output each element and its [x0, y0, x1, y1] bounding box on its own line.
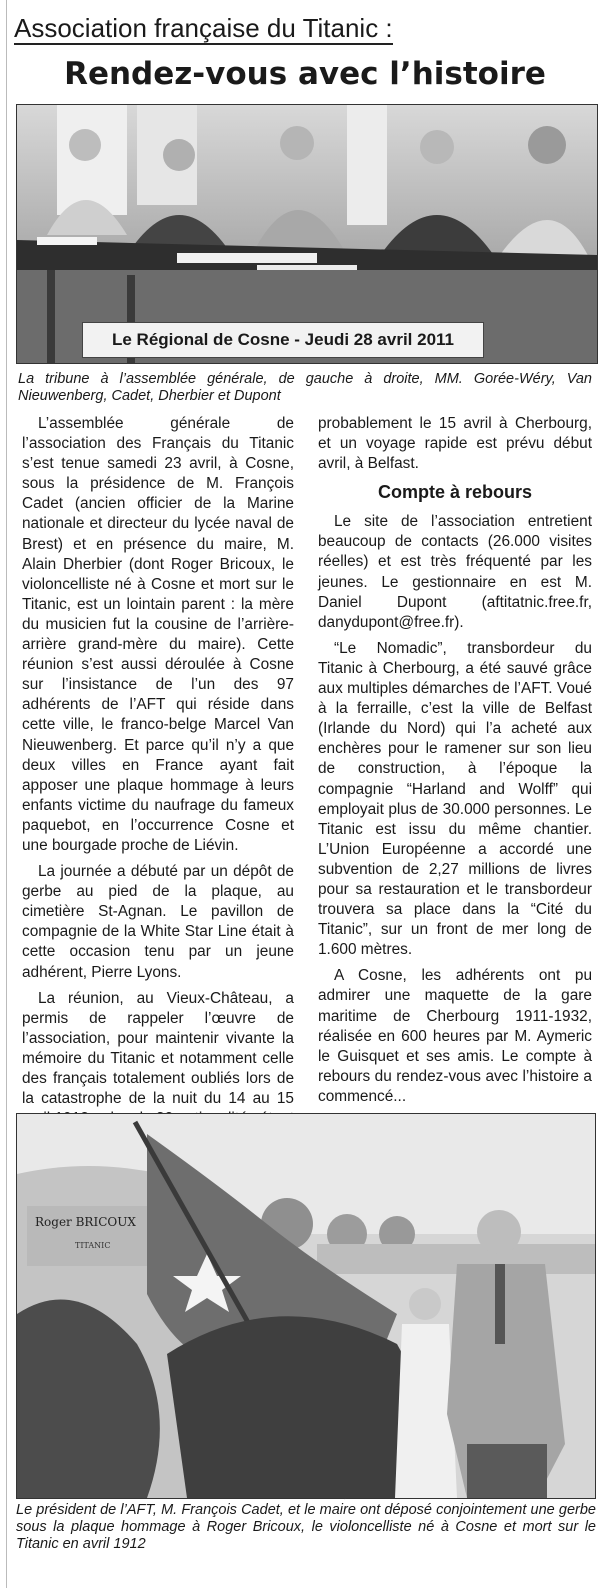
paragraph-continued: probablement le 15 avril à Cherbourg, et un voyage rapide est prévu début avril, à Belfast. [318, 415, 592, 473]
photo-credit-stamp: Le Régional de Cosne - Jeudi 28 avril 2011 [82, 322, 484, 358]
article-headline: Rendez-vous avec l’histoire [64, 56, 546, 92]
photo-bottom-caption: Le président de l’AFT, M. François Cadet, et le maire ont déposé conjointement une gerbe sous la plaque hommage à Roger Bricoux, le violoncelliste né à Cosne et mort sur le Titanic en avril 1912 [16, 1502, 596, 1552]
article-column-left [22, 414, 294, 1108]
photo-memorial-image [17, 1114, 595, 1498]
article-kicker: Association française du Titanic : [14, 13, 393, 43]
paragraph: L’assemblée générale de l’association des Français du Titanic s’est tenue samedi 23 avril, à Cosne, sous la présidence de M. François Cadet (ancien officier de la Marine nationale et directeur du lycée naval de Brest) et en présence du maire, M. Alain Dherbier (dont Roger Bricoux, le violoncelliste né à Cosne et mort sur le Titanic, est un lointain parent : la mère du musicien fut la cousine de l’arrière-arrière grand-mère du maire). Cette réunion s’est aussi déroulée à Cosne sur l’insistance de l’un des 97 adhérents de l’AFT qui réside dans cette ville, le franco-belge Marcel Van Nieuwenberg. Et parce qu’il n’y a que deux villes en France ayant fait apposer une plaque hommage à leurs enfants victime du naufrage du fameux paquebot, en l’occurrence Cosne et une bourgade proche de Liévin. [22, 415, 294, 854]
paragraph: A Cosne, les adhérents ont pu admirer une maquette de la gare maritime de Cherbourg 1911-1932, réalisée en 600 heures par M. Aymeric le Guisquet et ses amis. Le compte à rebours du rendez-vous avec l’histoire a commencé... [318, 967, 592, 1105]
plaque-name-text: Roger BRICOUX [35, 1215, 136, 1229]
article-column-right [318, 414, 592, 1108]
paragraph: La journée a débuté par un dépôt de gerbe au pied de la plaque, au cimetière St-Agnan. Le pavillon de compagnie de la White Star Line était à cette occasion tenu par un jeune adhérent, Pierre Lyons. [22, 863, 294, 981]
photo-memorial-plaque [16, 1113, 596, 1499]
paragraph: “Le Nomadic”, transbordeur du Titanic à Cherbourg, a été sauvé grâce aux multiples démarches de l’AFT. Voué à la ferraille, c’est la ville de Belfast (Irlande du Nord) qui l’a acheté aux enchères pour le ramener sur son lieu de construction, à l’époque la compagnie “Harland and Wolff” qui employait plus de 30.000 personnes. Le Titanic est issu du même chantier. L’Union Européenne a accordé une subvention de 2,27 millions de livres pour sa restauration et le transbordeur trouvera sa place dans la “Cité du Titanic”, sur un front de mer long de 1.600 mètres. [318, 639, 592, 959]
page-edge-rule [6, 0, 7, 1588]
paragraph: Le site de l’association entretient beaucoup de contacts (26.000 visites réelles) et est très fréquenté par les jeunes. Le gestionnaire en est M. Daniel Dupont (aftitatnic.free.fr, danydupont@free.fr). [318, 513, 592, 631]
plaque-titanic-text: TITANIC [75, 1241, 111, 1250]
photo-top-caption: La tribune à l’assemblée générale, de gauche à droite, MM. Gorée-Wéry, Van Nieuwenberg, Cadet, Dherbier et Dupont [18, 371, 592, 404]
section-subhead: Compte à rebours [377, 482, 533, 503]
paragraph: La réunion, au Vieux-Château, a permis de rappeler l’œuvre de l’association, pour maintenir vivante la mémoire du Titanic et notamment celle des français totalement oubliés lors de la catastrophe de la nuit du 14 au 15 [22, 989, 294, 1108]
